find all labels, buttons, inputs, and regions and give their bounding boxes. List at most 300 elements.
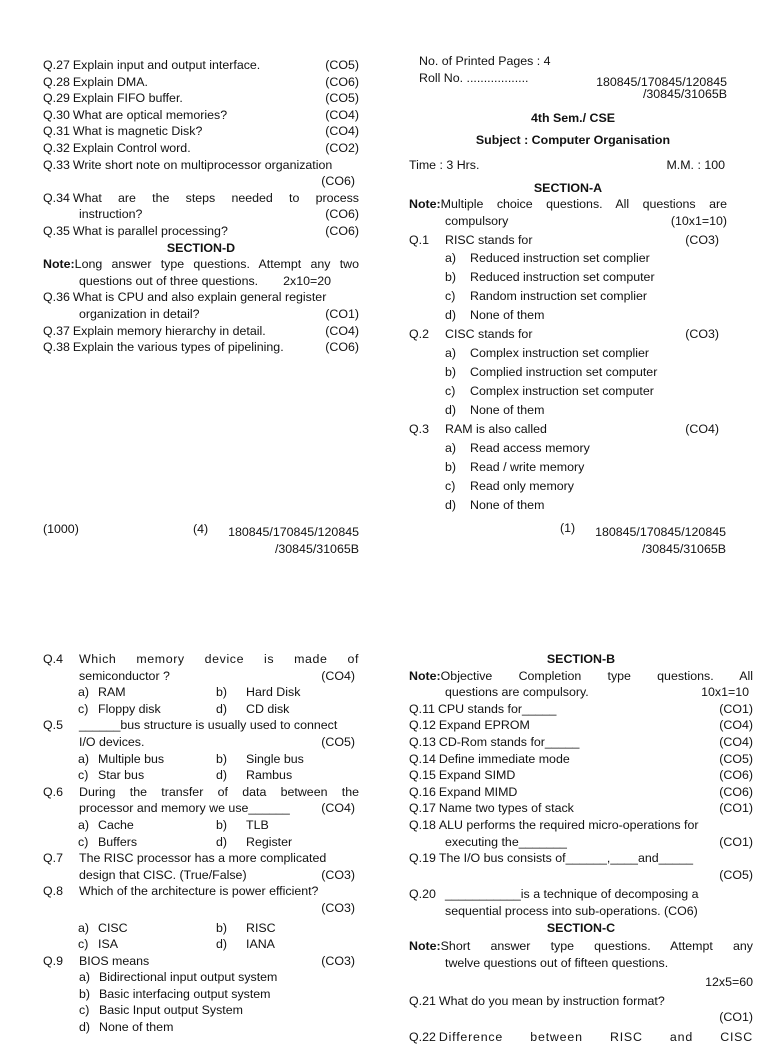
question-text: RISC stands for (445, 233, 533, 248)
course-outcome: (CO4) (325, 323, 359, 338)
question-22 (409, 1029, 753, 1046)
footer-code (566, 524, 726, 557)
question-21 (409, 993, 753, 1010)
question-number: Q.7 (43, 851, 63, 866)
option-letter: a) (78, 751, 90, 766)
question-number: Q.34 (43, 190, 70, 205)
option-text: None of them (470, 403, 545, 418)
section-heading: SECTION-B (546, 652, 616, 666)
question-34-cont (43, 206, 359, 223)
question-number: Q.22 (409, 1030, 436, 1045)
option-text: CD disk (246, 701, 290, 716)
option (216, 767, 359, 784)
option-text: Reduced instruction set computer (470, 270, 655, 285)
option-text: Bidirectional input output system (99, 970, 278, 985)
option (445, 382, 727, 401)
course-outcome: (CO5) (325, 91, 359, 106)
course-outcome: (CO5) (321, 734, 355, 749)
option (216, 936, 359, 953)
option-letter: a) (445, 441, 457, 456)
option (445, 477, 727, 496)
course-outcome: (CO4) (321, 801, 355, 816)
option (445, 287, 727, 306)
question-text: ______bus structure is usually used to connect (79, 718, 338, 733)
question-text: ___________is a technique of decomposing a (445, 887, 699, 902)
course-outcome: (CO5) (719, 751, 753, 766)
option (445, 496, 727, 515)
question-8 (43, 883, 359, 900)
page-2-panel (43, 651, 359, 1036)
question-number: Q.17 (409, 801, 436, 816)
course-outcome: (CO4) (719, 734, 753, 749)
course-outcome: (CO6) (325, 207, 359, 222)
course-outcome: (CO6) (719, 784, 753, 799)
question-30 (43, 107, 359, 124)
option (216, 701, 359, 718)
question-number: Q.38 (43, 340, 70, 355)
note-text: Objective Completion type questions. All (440, 668, 753, 683)
section-heading: SECTION-D (166, 240, 236, 255)
course-outcome: (CO1) (719, 834, 753, 849)
question-number: Q.33 (43, 157, 70, 172)
question-text: Expand MIMD (438, 784, 518, 799)
footer-code-line: 180845/170845/120845 (595, 525, 726, 539)
option-text: TLB (246, 817, 269, 832)
note-text: questions are compulsory. (445, 685, 589, 700)
question-text: design that CISC. (True/False) (79, 867, 247, 882)
page-1-panel (409, 53, 727, 515)
question-text: What do you mean by instruction format? (438, 993, 665, 1008)
footer-page-number: (1) (560, 521, 576, 535)
question-number: Q.30 (43, 107, 70, 122)
printed-pages: No. of Printed Pages : 4 (419, 54, 551, 68)
question-6 (43, 784, 359, 801)
option-letter: b) (216, 751, 228, 766)
option (78, 751, 216, 768)
course-outcome: (CO6) (664, 903, 698, 918)
option (445, 458, 727, 477)
option-text: Single bus (246, 751, 304, 766)
question-number: Q.8 (43, 884, 63, 899)
option (78, 684, 216, 701)
page-4-panel (43, 57, 359, 356)
option-letter: c) (445, 289, 456, 304)
question-3-options (409, 439, 727, 515)
note-label: Note: (409, 197, 441, 212)
section-note-cont (409, 684, 753, 701)
option (445, 268, 727, 287)
roll-number: Roll No. .................. (419, 70, 529, 85)
course-outcome: (CO5) (325, 58, 359, 72)
question-7-cont (43, 867, 359, 884)
option-text: Floppy disk (98, 701, 161, 716)
question-number: Q.19 (409, 851, 436, 866)
question-2-options (409, 344, 727, 420)
question-18-cont (409, 834, 753, 851)
question-text: RAM is also called (445, 422, 547, 437)
course-outcome: (CO4) (719, 718, 753, 733)
paper-code-cont: /30845/31065B (642, 87, 727, 102)
section-note (409, 668, 753, 685)
question-text: Which memory device is made of (79, 652, 359, 666)
section-note (43, 256, 359, 273)
option-letter: d) (216, 834, 228, 849)
option-text: IANA (246, 937, 275, 952)
option (216, 751, 359, 768)
option-text: Complex instruction set computer (470, 384, 654, 399)
question-20-cont (409, 903, 753, 920)
option-text: Read access memory (470, 441, 590, 456)
question-text: During the transfer of data between the (79, 784, 359, 799)
option-letter: d) (216, 701, 228, 716)
course-outcome: (CO1) (719, 1010, 753, 1025)
option (216, 817, 359, 834)
option-text: Hard Disk (246, 685, 301, 700)
question-number: Q.27 (43, 58, 70, 72)
question-34 (43, 190, 359, 207)
question-text: Explain Control word. (72, 140, 191, 155)
question-2 (409, 325, 727, 344)
semester-title: 4th Sem./ CSE (530, 110, 615, 125)
question-number: Q.3 (409, 422, 429, 437)
option-text: RISC (246, 920, 276, 935)
option-text: Basic Input output System (99, 1003, 243, 1018)
max-marks: M.M. : 100 (666, 157, 725, 172)
question-text: semiconductor ? (79, 668, 170, 683)
option-letter: a) (79, 970, 91, 985)
option-letter: d) (79, 1020, 91, 1035)
note-label: Note: (43, 257, 75, 272)
course-outcome: (CO6) (325, 74, 359, 89)
note-text: Long answer type questions. Attempt any two (74, 257, 359, 272)
option-letter: d) (445, 498, 457, 513)
question-text: What is CPU and also explain general register (72, 290, 327, 305)
question-5 (43, 717, 359, 734)
question-18 (409, 817, 753, 834)
option (78, 767, 216, 784)
footer-code-line: 180845/170845/120845 (228, 525, 359, 539)
note-label: Note: (409, 939, 441, 954)
question-4-options (43, 684, 359, 717)
section-note (409, 196, 727, 213)
question-number: Q.14 (409, 751, 436, 766)
option-text: Register (246, 834, 293, 849)
note-text: Short answer type questions. Attempt any (440, 939, 753, 954)
question-text: Explain memory hierarchy in detail. (72, 323, 266, 338)
question-text: Name two types of stack (438, 801, 574, 816)
question-text: BIOS means (79, 953, 150, 968)
question-number: Q.2 (409, 327, 429, 342)
question-12 (409, 717, 753, 734)
option (79, 986, 359, 1003)
question-number: Q.20 (409, 887, 436, 902)
question-text: Explain the various types of pipelining. (72, 340, 284, 355)
option-letter: d) (445, 403, 457, 418)
course-outcome: (CO4) (685, 422, 719, 437)
option-letter: c) (78, 701, 89, 716)
section-note-cont (409, 213, 727, 230)
footer-copies: (1000) (43, 522, 79, 536)
course-outcome: (CO6) (719, 768, 753, 783)
course-outcome: (CO3) (321, 900, 355, 915)
course-outcome: (CO6) (321, 174, 355, 189)
option (216, 684, 359, 701)
question-text: Explain DMA. (72, 74, 148, 89)
question-text: What are optical memories? (72, 107, 228, 122)
question-number: Q.12 (409, 718, 436, 733)
section-note-cont (43, 273, 359, 290)
question-number: Q.28 (43, 74, 70, 89)
question-number: Q.18 (409, 817, 436, 832)
question-text: Define immediate mode (438, 751, 570, 766)
question-14 (409, 751, 753, 768)
question-32 (43, 140, 359, 157)
option-text: Read / write memory (470, 460, 585, 475)
option-text: None of them (470, 308, 545, 323)
option (445, 401, 727, 420)
course-outcome: (CO1) (719, 701, 753, 716)
option-text: Complied instruction set computer (470, 365, 658, 380)
question-number: Q.32 (43, 140, 70, 155)
question-6-cont (43, 800, 359, 817)
time-allowed: Time : 3 Hrs. (409, 157, 480, 172)
option-letter: c) (78, 834, 89, 849)
question-8-options (43, 920, 359, 953)
note-text: compulsory (445, 213, 509, 228)
option-text: CISC (98, 920, 128, 935)
question-text: ALU performs the required micro-operations for (438, 817, 699, 832)
option (78, 834, 216, 851)
course-outcome: (CO1) (719, 801, 753, 816)
question-text: executing the_______ (445, 834, 567, 849)
option-letter: b) (445, 460, 457, 475)
note-text: twelve questions out of fifteen questions. (445, 955, 669, 970)
question-3 (409, 420, 727, 439)
question-number: Q.21 (409, 993, 436, 1008)
option-letter: c) (79, 1003, 90, 1018)
note-marks: 10x1=10 (701, 685, 749, 700)
note-text: questions out of three questions. (79, 273, 259, 288)
paper-code: 180845/170845/120845 (596, 74, 727, 89)
option-text: Read only memory (470, 479, 574, 494)
option-letter: a) (78, 817, 90, 832)
option (445, 306, 727, 325)
section-heading: SECTION-A (533, 180, 603, 195)
question-number: Q.35 (43, 223, 70, 238)
question-17 (409, 800, 753, 817)
question-number: Q.6 (43, 784, 63, 799)
course-outcome: (CO1) (325, 306, 359, 321)
option-text: None of them (99, 1020, 174, 1035)
option (79, 1002, 359, 1019)
question-number: Q.29 (43, 91, 70, 106)
question-29 (43, 90, 359, 107)
note-label: Note: (409, 668, 441, 683)
question-text: What is parallel processing? (72, 223, 228, 238)
question-number: Q.1 (409, 233, 429, 248)
question-number: Q.11 (409, 701, 435, 716)
option-text: ISA (98, 937, 118, 952)
question-text: sequential process into sub-operations. (445, 903, 661, 918)
question-text: The RISC processor has a more complicated (79, 851, 327, 866)
option-letter: b) (445, 365, 457, 380)
question-20 (409, 886, 753, 903)
course-outcome: (CO5) (719, 867, 753, 882)
footer-code (200, 524, 359, 557)
section-note (409, 938, 753, 955)
option-letter: c) (445, 479, 456, 494)
course-outcome: (CO2) (325, 140, 359, 155)
option-text: Random instruction set complier (470, 289, 647, 304)
footer-code-line: /30845/31065B (641, 541, 726, 556)
question-list (409, 701, 753, 817)
question-text: Difference between RISC and CISC (438, 1030, 753, 1045)
question-number: Q.31 (43, 124, 70, 139)
option-text: Multiple bus (98, 751, 165, 766)
option-letter: a) (445, 346, 457, 361)
course-outcome: (CO3) (685, 327, 719, 342)
question-7 (43, 850, 359, 867)
option-text: None of them (470, 498, 545, 513)
question-text: CPU stands for_____ (437, 701, 557, 716)
option-letter: b) (216, 817, 228, 832)
question-13 (409, 734, 753, 751)
course-outcome: (CO3) (321, 867, 355, 882)
course-outcome: (CO6) (325, 223, 359, 238)
question-text: What is magnetic Disk? (72, 124, 203, 139)
option-letter: a) (78, 920, 90, 935)
question-4-cont (43, 668, 359, 685)
option-letter: c) (78, 937, 89, 952)
question-text: processor and memory we use______ (79, 801, 290, 816)
option-text: Complex instruction set complier (470, 346, 650, 361)
option-letter: b) (216, 920, 228, 935)
note-text: Multiple choice questions. All questions are (440, 197, 727, 212)
question-11 (409, 701, 753, 718)
question-text: organization in detail? (79, 306, 200, 321)
question-text: The I/O bus consists of______,____and_____ (438, 851, 694, 866)
option-letter: a) (445, 251, 457, 266)
option (78, 817, 216, 834)
course-outcome: (CO4) (325, 124, 359, 139)
question-1-options (409, 249, 727, 325)
course-outcome: (CO6) (325, 340, 359, 355)
question-number: Q.13 (409, 734, 436, 749)
question-text: Which of the architecture is power efficient? (79, 884, 319, 899)
option-text: Basic interfacing output system (99, 986, 271, 1001)
question-number: Q.4 (43, 652, 63, 666)
question-36 (43, 289, 359, 306)
question-text: Expand EPROM (438, 718, 530, 733)
question-19 (409, 850, 753, 867)
option (78, 701, 216, 718)
question-text: instruction? (79, 207, 143, 222)
option (216, 834, 359, 851)
option-text: Buffers (98, 834, 138, 849)
course-outcome: (CO3) (685, 233, 719, 248)
question-35 (43, 223, 359, 240)
option-letter: b) (216, 685, 228, 700)
time-marks-row (409, 157, 727, 174)
option-letter: c) (445, 384, 456, 399)
option (445, 249, 727, 268)
option-letter: a) (78, 685, 90, 700)
option (445, 363, 727, 382)
question-text: I/O devices. (79, 734, 145, 749)
option-letter: c) (78, 768, 89, 783)
header-block (409, 53, 727, 103)
question-31 (43, 123, 359, 140)
question-number: Q.37 (43, 323, 70, 338)
question-5-options (43, 751, 359, 784)
question-text: Explain FIFO buffer. (72, 91, 183, 106)
option (79, 1019, 359, 1036)
note-marks: 2x10=20 (283, 273, 331, 288)
subject-title: Subject : Computer Organisation (475, 133, 671, 148)
question-text: Explain input and output interface. (72, 58, 261, 72)
option (78, 920, 216, 937)
question-16 (409, 784, 753, 801)
question-33 (43, 157, 359, 174)
section-heading: SECTION-C (546, 920, 616, 935)
question-list (43, 57, 359, 240)
question-number: Q.16 (409, 784, 436, 799)
question-text: Write short note on multiprocessor organization (72, 157, 333, 172)
question-6-options (43, 817, 359, 850)
option (79, 969, 359, 986)
question-text: What are the steps needed to process (72, 190, 359, 205)
question-5-cont (43, 734, 359, 751)
option (216, 920, 359, 937)
option (445, 344, 727, 363)
course-outcome: (CO4) (325, 107, 359, 122)
note-marks: (10x1=10) (670, 213, 727, 228)
question-38 (43, 339, 359, 356)
option-text: Rambus (246, 768, 293, 783)
question-text: CD-Rom stands for_____ (438, 734, 580, 749)
question-text: CISC stands for (445, 327, 533, 342)
option-text: Reduced instruction set complier (470, 251, 650, 266)
footer-page-number: (4) (193, 522, 209, 536)
question-37 (43, 323, 359, 340)
page-3-panel (409, 651, 753, 1046)
question-9 (43, 953, 359, 970)
question-text: Expand SIMD (438, 768, 516, 783)
option-letter: d) (216, 937, 228, 952)
question-number: Q.15 (409, 768, 436, 783)
course-outcome: (CO3) (321, 953, 355, 968)
option-letter: b) (445, 270, 457, 285)
option-letter: b) (79, 986, 91, 1001)
question-4 (43, 651, 359, 668)
option-text: Cache (98, 817, 134, 832)
option-letter: d) (216, 768, 228, 783)
question-28 (43, 74, 359, 91)
question-15 (409, 767, 753, 784)
option-text: RAM (98, 685, 126, 700)
question-number: Q.5 (43, 718, 63, 733)
question-27 (43, 57, 359, 74)
question-1 (409, 231, 727, 249)
question-9-options (43, 969, 359, 1035)
course-outcome: (CO4) (321, 668, 355, 683)
note-marks: 12x5=60 (705, 975, 753, 990)
question-number: Q.9 (43, 953, 63, 968)
option (445, 439, 727, 458)
footer-code-line: /30845/31065B (274, 541, 359, 556)
question-number: Q.36 (43, 290, 70, 305)
option (78, 936, 216, 953)
